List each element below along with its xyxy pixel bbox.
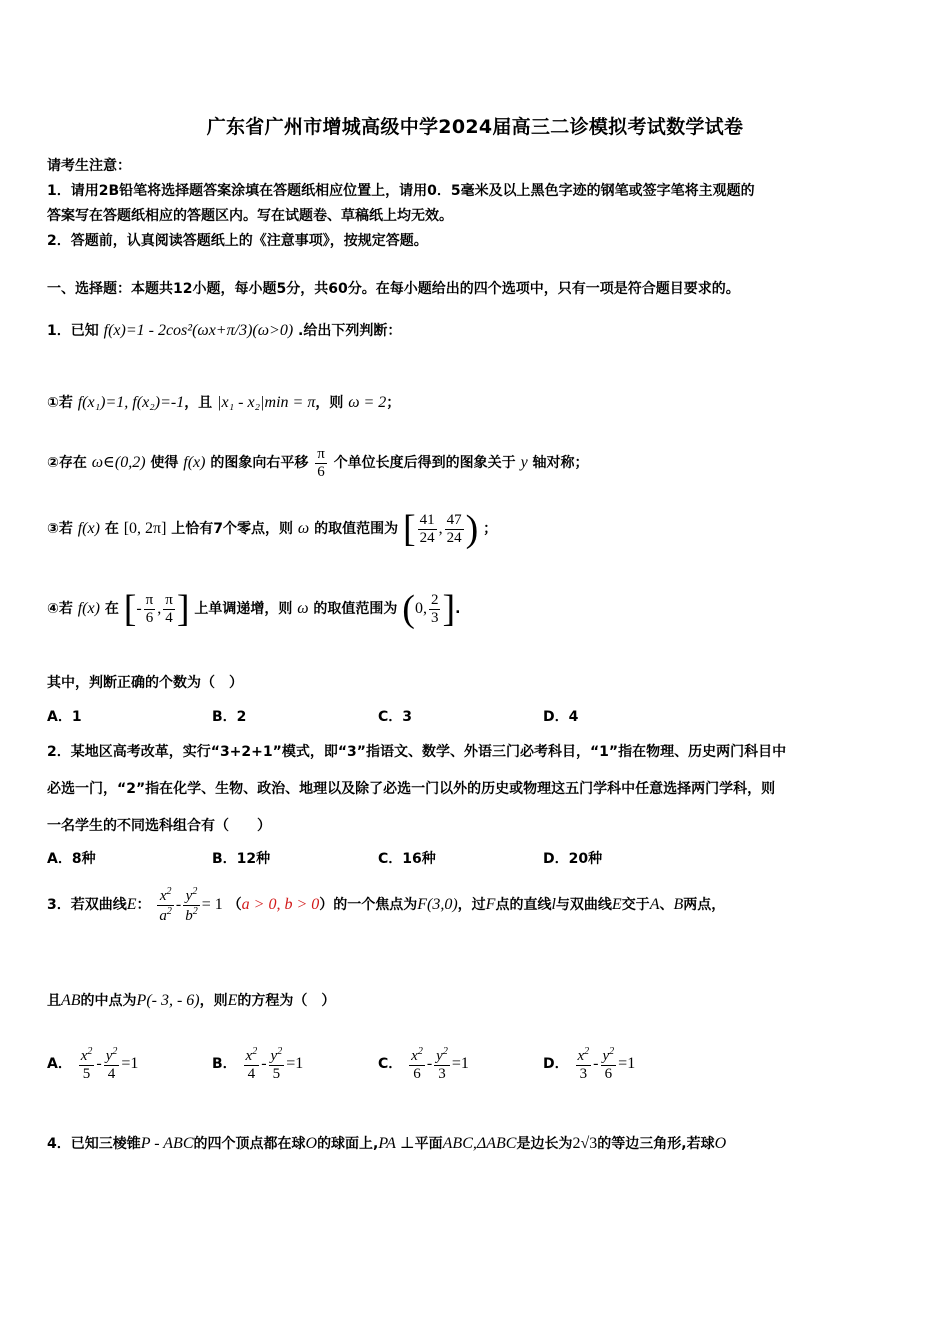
question-2-line-1: 2．某地区高考改革，实行“3+2+1”模式，即“3”指语文、数学、外语三门必考科目，“1”指在物理、历史两门科目中 (47, 744, 787, 760)
q2-option-a[interactable]: A．8种 (47, 851, 96, 867)
notice-item-2: 2．答题前，认真阅读答题纸上的《注意事项》，按规定答题。 (47, 233, 428, 249)
q1-option-b[interactable]: B．2 (212, 709, 247, 725)
q3-option-d[interactable]: D． $\frac{x^2}{3}$ - $\frac{y^2}{6}$ =1 (543, 1046, 636, 1082)
q1-option-c[interactable]: C．3 (378, 709, 413, 725)
question-4-stem: 4．已知三棱锥P - ABC的四个顶点都在球O的球面上,PA ⊥平面ABC,ΔABC是边长为2√3的等边三角形,若球O (47, 1135, 727, 1152)
q3-option-a[interactable]: A． $\frac{x^2}{5}$ - $\frac{y^2}{4}$ =1 (47, 1046, 139, 1082)
statement-2: ②存在 ω∈(0,2) 使得 f(x) 的图象向右平移 $\frac{\pi}{6}$ 个单位长度后得到的图象关于 y 轴对称； (47, 446, 589, 480)
q3-option-c[interactable]: C． $\frac{x^2}{6}$ - $\frac{y^2}{3}$ =1 (378, 1046, 469, 1082)
question-1-stem: 1．已知 f(x)=1 - 2cos²(ωx+π/3)(ω>0) .给出下列判断： (47, 322, 402, 339)
question-3-stem: 3．若双曲线E： $\frac{x^2}{a^2}$ - $\frac{y^2}{b^2}$ = 1 （a > 0, b > 0）的一个焦点为F(3,0)，过F点的直线l与双曲线E交于A、B两点， (47, 886, 726, 924)
notice-heading: 请考生注意： (47, 158, 131, 174)
hyperbola-condition: a > 0, b > 0 (241, 896, 320, 913)
section-heading: 一、选择题：本题共12小题，每小题5分，共60分。在每小题给出的四个选项中，只有一项是符合题目要求的。 (47, 281, 740, 297)
function-formula: f(x)=1 - 2cos²(ωx+π/3)(ω>0) (103, 322, 294, 339)
notice-item-1a: 1．请用2B铅笔将选择题答案涂填在答题纸相应位置上，请用0．5毫米及以上黑色字迹的钢笔或签字笔将主观题的 (47, 183, 755, 199)
question-1-ask: 其中，判断正确的个数为（ ） (47, 675, 243, 691)
q2-option-c[interactable]: C．16种 (378, 851, 436, 867)
q2-option-b[interactable]: B．12种 (212, 851, 271, 867)
q3-option-b[interactable]: B． $\frac{x^2}{4}$ - $\frac{y^2}{5}$ =1 (212, 1046, 304, 1082)
statement-3: ③若 f(x) 在 [0, 2π] 上恰有7个零点，则 ω 的取值范围为 [ $\frac{41}{24}$ , $\frac{47}{24}$ ) ； (47, 508, 498, 550)
q2-option-d[interactable]: D．20种 (543, 851, 603, 867)
notice-item-1b: 答案写在答题纸相应的答题区内。写在试题卷、草稿纸上均无效。 (47, 208, 453, 224)
page-title: 广东省广州市增城高级中学2024届高三二诊模拟考试数学试卷 (206, 116, 744, 138)
statement-4: ④若 f(x) 在 [- $\frac{\pi}{6}$ , $\frac{\pi}{4}$ ] 上单调递增，则 ω 的取值范围为 (0, $\frac{2}{3}$ ]. (47, 588, 461, 630)
q1-option-a[interactable]: A．1 (47, 709, 82, 725)
question-3-stem-2: 且AB的中点为P(- 3, - 6)，则E的方程为（ ） (47, 992, 336, 1009)
question-2-line-3: 一名学生的不同选科组合有（ ） (47, 818, 271, 834)
question-2-line-2: 必选一门，“2”指在化学、生物、政治、地理以及除了必选一门以外的历史或物理这五门学科中任意选择两门学科，则 (47, 781, 776, 797)
statement-1: ①若 f(x₁)=1, f(x₂)=-1，且 |x₁ - x₂|min = π，则 ω = 2； (47, 394, 401, 411)
pi-over-6-fraction: $\frac{\pi}{6}$ (317, 446, 325, 480)
q1-option-d[interactable]: D．4 (543, 709, 579, 725)
